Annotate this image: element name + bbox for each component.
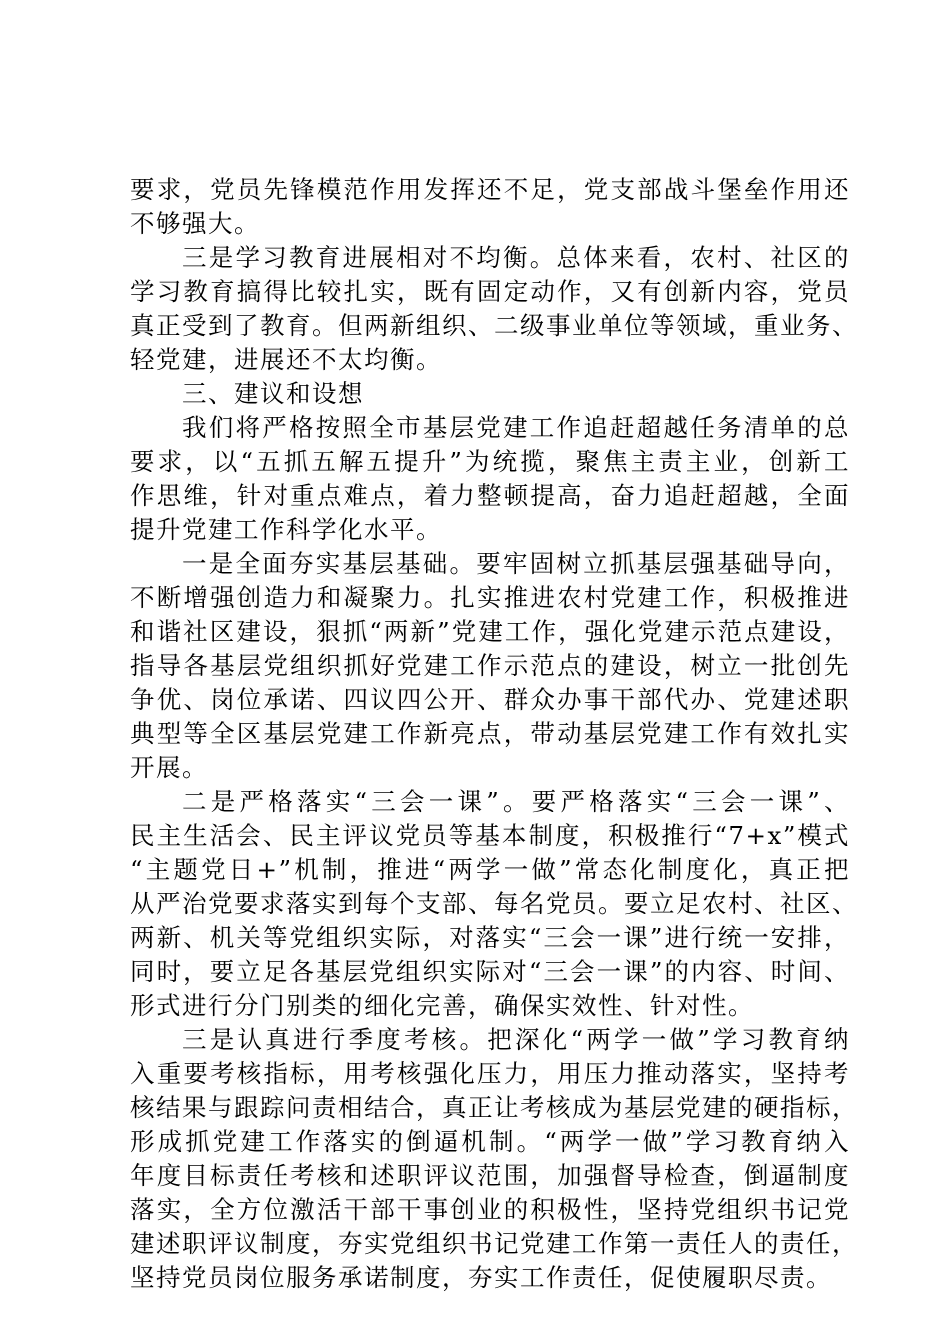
text-line: 核结果与跟踪问责相结合，真正让考核成为基层党建的硬指标， [130,1093,858,1122]
text-line: 要求，以“五抓五解五提升”为统揽，聚焦主责主业，创新工 [130,447,850,476]
text-line: 开展。 [130,753,208,782]
text-line: 三是认真进行季度考核。把深化“两学一做”学习教育纳 [182,1025,850,1054]
text-line: 三是学习教育进展相对不均衡。总体来看，农村、社区的 [182,243,850,272]
text-line: 三、建议和设想 [182,379,364,408]
text-line: 一是全面夯实基层基础。要牢固树立抓基层强基础导向， [182,549,850,578]
text-line: 争优、岗位承诺、四议四公开、群众办事干部代办、党建述职 [130,685,850,714]
text-line: 落实，全方位激活干部干事创业的积极性，坚持党组织书记党 [130,1195,850,1224]
text-line: 入重要考核指标，用考核强化压力，用压力推动落实，坚持考 [130,1059,850,1088]
text-line: 提升党建工作科学化水平。 [130,515,442,544]
text-line: 年度目标责任考核和述职评议范围，加强督导检查，倒逼制度 [130,1161,850,1190]
text-line: 形成抓党建工作落实的倒逼机制。“两学一做”学习教育纳入 [130,1127,850,1156]
text-line: 二是严格落实“三会一课”。要严格落实“三会一课”、 [182,787,850,816]
document-body [130,173,858,1295]
text-line: 从严治党要求落实到每个支部、每名党员。要立足农村、社区、 [130,889,858,918]
text-line: 和谐社区建设，狠抓“两新”党建工作，强化党建示范点建设， [130,617,850,646]
text-line: 民主生活会、民主评议党员等基本制度，积极推行“7+x”模式 [130,821,850,850]
text-line: 建述职评议制度，夯实党组织书记党建工作第一责任人的责任， [130,1229,858,1258]
text-line: “主题党日+”机制，推进“两学一做”常态化制度化，真正把 [130,855,850,884]
text-line: 不够强大。 [130,209,260,238]
text-line: 我们将严格按照全市基层党建工作追赶超越任务清单的总 [182,413,850,442]
text-line: 不断增强创造力和凝聚力。扎实推进农村党建工作，积极推进 [130,583,850,612]
text-line: 真正受到了教育。但两新组织、二级事业单位等领域，重业务、 [130,311,858,340]
text-line: 指导各基层党组织抓好党建工作示范点的建设，树立一批创先 [130,651,850,680]
text-line: 学习教育搞得比较扎实，既有固定动作，又有创新内容，党员 [130,277,850,306]
text-line: 两新、机关等党组织实际，对落实“三会一课”进行统一安排， [130,923,850,952]
text-line: 同时，要立足各基层党组织实际对“三会一课”的内容、时间、 [130,957,850,986]
text-line: 典型等全区基层党建工作新亮点，带动基层党建工作有效扎实 [130,719,850,748]
text-line: 要求，党员先锋模范作用发挥还不足，党支部战斗堡垒作用还 [130,175,850,204]
text-line: 轻党建，进展还不太均衡。 [130,345,442,374]
text-line: 形式进行分门别类的细化完善，确保实效性、针对性。 [130,991,754,1020]
text-line: 作思维，针对重点难点，着力整顿提高，奋力追赶超越，全面 [130,481,850,510]
text-line: 坚持党员岗位服务承诺制度，夯实工作责任，促使履职尽责。 [130,1263,832,1292]
